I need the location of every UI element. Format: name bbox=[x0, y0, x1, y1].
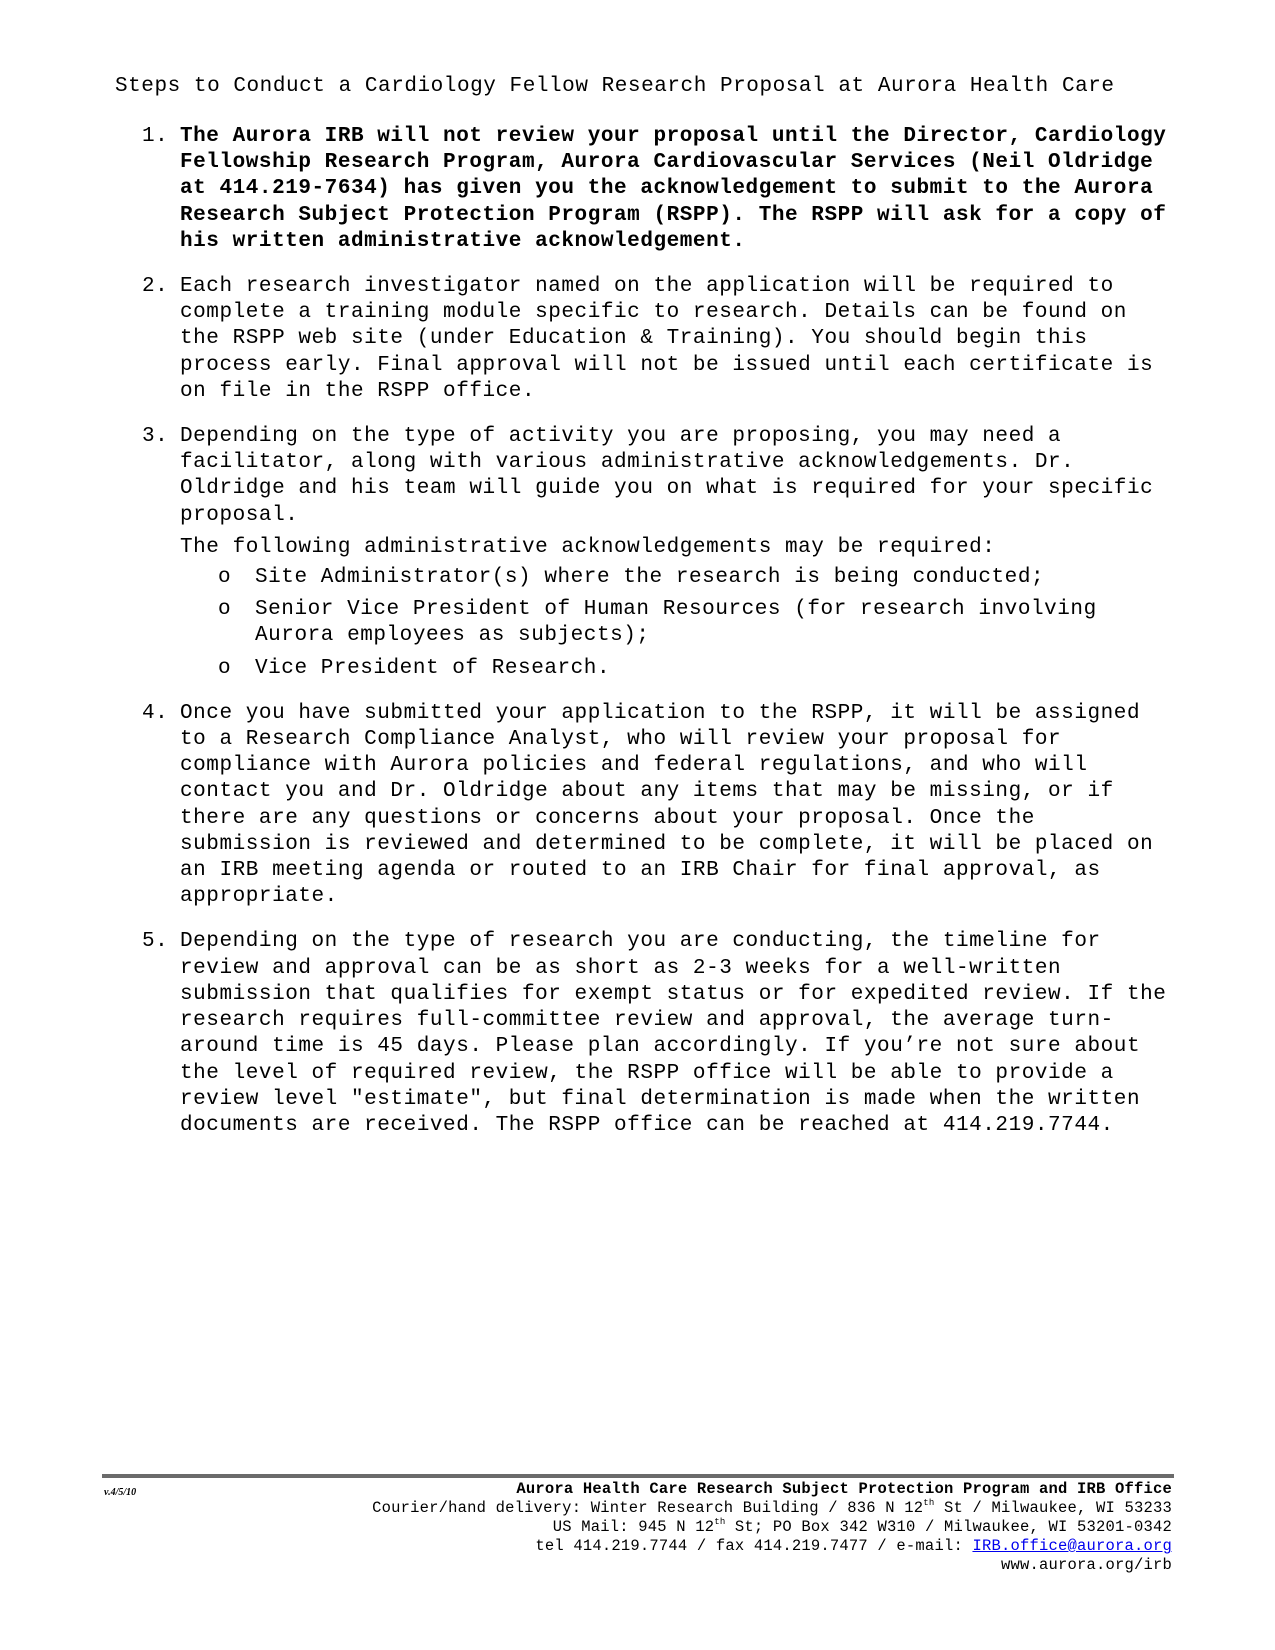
acknowledgement-text: Senior Vice President of Human Resources (for research involving Aurora employees as subjects); bbox=[255, 598, 1097, 648]
step-number: 2. bbox=[142, 275, 169, 299]
footer-divider bbox=[102, 1474, 1174, 1478]
step-text: Depending on the type of research you are conducting, the timeline for review and approval can be as short as 2-3 weeks for a well-written submission that qualifies for exempt status or for expedited review. If the research requires full-committee review and approval, the average turn-around time is 45 days. Please plan accordingly. If you’re not sure about the level of required review, the RSPP office will be able to provide a review level "estimate", but final determination is made when the written documents are received. The RSPP office can be reached at 414.219.7744. bbox=[180, 930, 1167, 1137]
step-4 bbox=[0, 701, 1170, 911]
mail-address-end: St; PO Box 342 W310 / Milwaukee, WI 53201-0342 bbox=[725, 1518, 1172, 1536]
step-number: 1. bbox=[142, 125, 169, 148]
footer-website: www.aurora.org/irb bbox=[1000, 1556, 1172, 1574]
step-text: The Aurora IRB will not review your proposal until the Director, Cardiology Fellowship Research Program, Aurora Cardiovascular Services (Neil Oldridge at 414.219-7634) has given you the acknowledgement to submit to the Aurora Research Subject Protection Program (RSPP). The RSPP will ask for a copy of his written administrative acknowledgement. bbox=[180, 125, 1167, 253]
step-3 bbox=[0, 424, 1170, 682]
email-link[interactable]: IRB.office@aurora.org bbox=[972, 1537, 1172, 1555]
footer-org-name: Aurora Health Care Research Subject Protection Program and IRB Office bbox=[516, 1480, 1172, 1498]
page-title: Steps to Conduct a Cardiology Fellow Research Proposal at Aurora Health Care bbox=[115, 75, 1115, 98]
bullet-icon: o bbox=[218, 656, 232, 680]
ordinal-suffix: th bbox=[714, 1517, 726, 1527]
version-label: v.4/5/10 bbox=[104, 1487, 137, 1498]
courier-address-end: St / Milwaukee, WI 53233 bbox=[934, 1499, 1172, 1517]
step-text: Once you have submitted your application to the RSPP, it will be assigned to a Research Compliance Analyst, who will review your proposal for compliance with Aurora policies and federal regulations, and who will contact you and Dr. Oldridge about any items that may be missing, or if there are any questions or concerns about your proposal. Once the submission is reviewed and determined to be complete, it will be placed on an IRB meeting agenda or routed to an IRB Chair for final approval, as appropriate. bbox=[180, 701, 1154, 909]
acknowledgements-intro: The following administrative acknowledgements may be required: bbox=[180, 535, 996, 559]
step-text: Depending on the type of activity you are proposing, you may need a facilitator, along with various administrative acknowledgements. Dr. Oldridge and his team will guide you on what is required for your specific proposal. bbox=[180, 425, 1154, 527]
acknowledgements-list bbox=[180, 565, 1170, 682]
step-1 bbox=[0, 124, 1170, 255]
footer-mail-line bbox=[372, 1518, 1172, 1537]
acknowledgement-item bbox=[180, 565, 1170, 591]
footer-contact-line bbox=[372, 1537, 1172, 1556]
bullet-icon: o bbox=[218, 566, 232, 590]
acknowledgement-text: Site Administrator(s) where the research is being conducted; bbox=[255, 566, 1045, 590]
footer-contact-block bbox=[372, 1480, 1172, 1575]
bullet-icon: o bbox=[218, 598, 232, 622]
step-5 bbox=[0, 929, 1170, 1139]
acknowledgement-item bbox=[180, 656, 1170, 682]
mail-address: US Mail: 945 N 12 bbox=[552, 1518, 715, 1536]
step-number: 4. bbox=[142, 701, 169, 725]
acknowledgement-item bbox=[180, 597, 1170, 649]
courier-address: Courier/hand delivery: Winter Research Building / 836 N 12 bbox=[372, 1499, 924, 1517]
step-text: Each research investigator named on the application will be required to complete a training module specific to research. Details can be found on the RSPP web site (under Education & Training). You should begin this process early. Final approval will not be issued until each certificate is on file in the RSPP office. bbox=[180, 275, 1154, 403]
phone-fax: tel 414.219.7744 / fax 414.219.7477 / e-mail: bbox=[535, 1537, 973, 1555]
step-number: 5. bbox=[142, 930, 169, 954]
step-2 bbox=[0, 274, 1170, 405]
acknowledgement-text: Vice President of Research. bbox=[255, 656, 611, 680]
steps-list bbox=[0, 124, 1275, 1158]
step-number: 3. bbox=[142, 425, 169, 449]
footer-courier-line bbox=[372, 1499, 1172, 1518]
ordinal-suffix: th bbox=[923, 1498, 935, 1508]
